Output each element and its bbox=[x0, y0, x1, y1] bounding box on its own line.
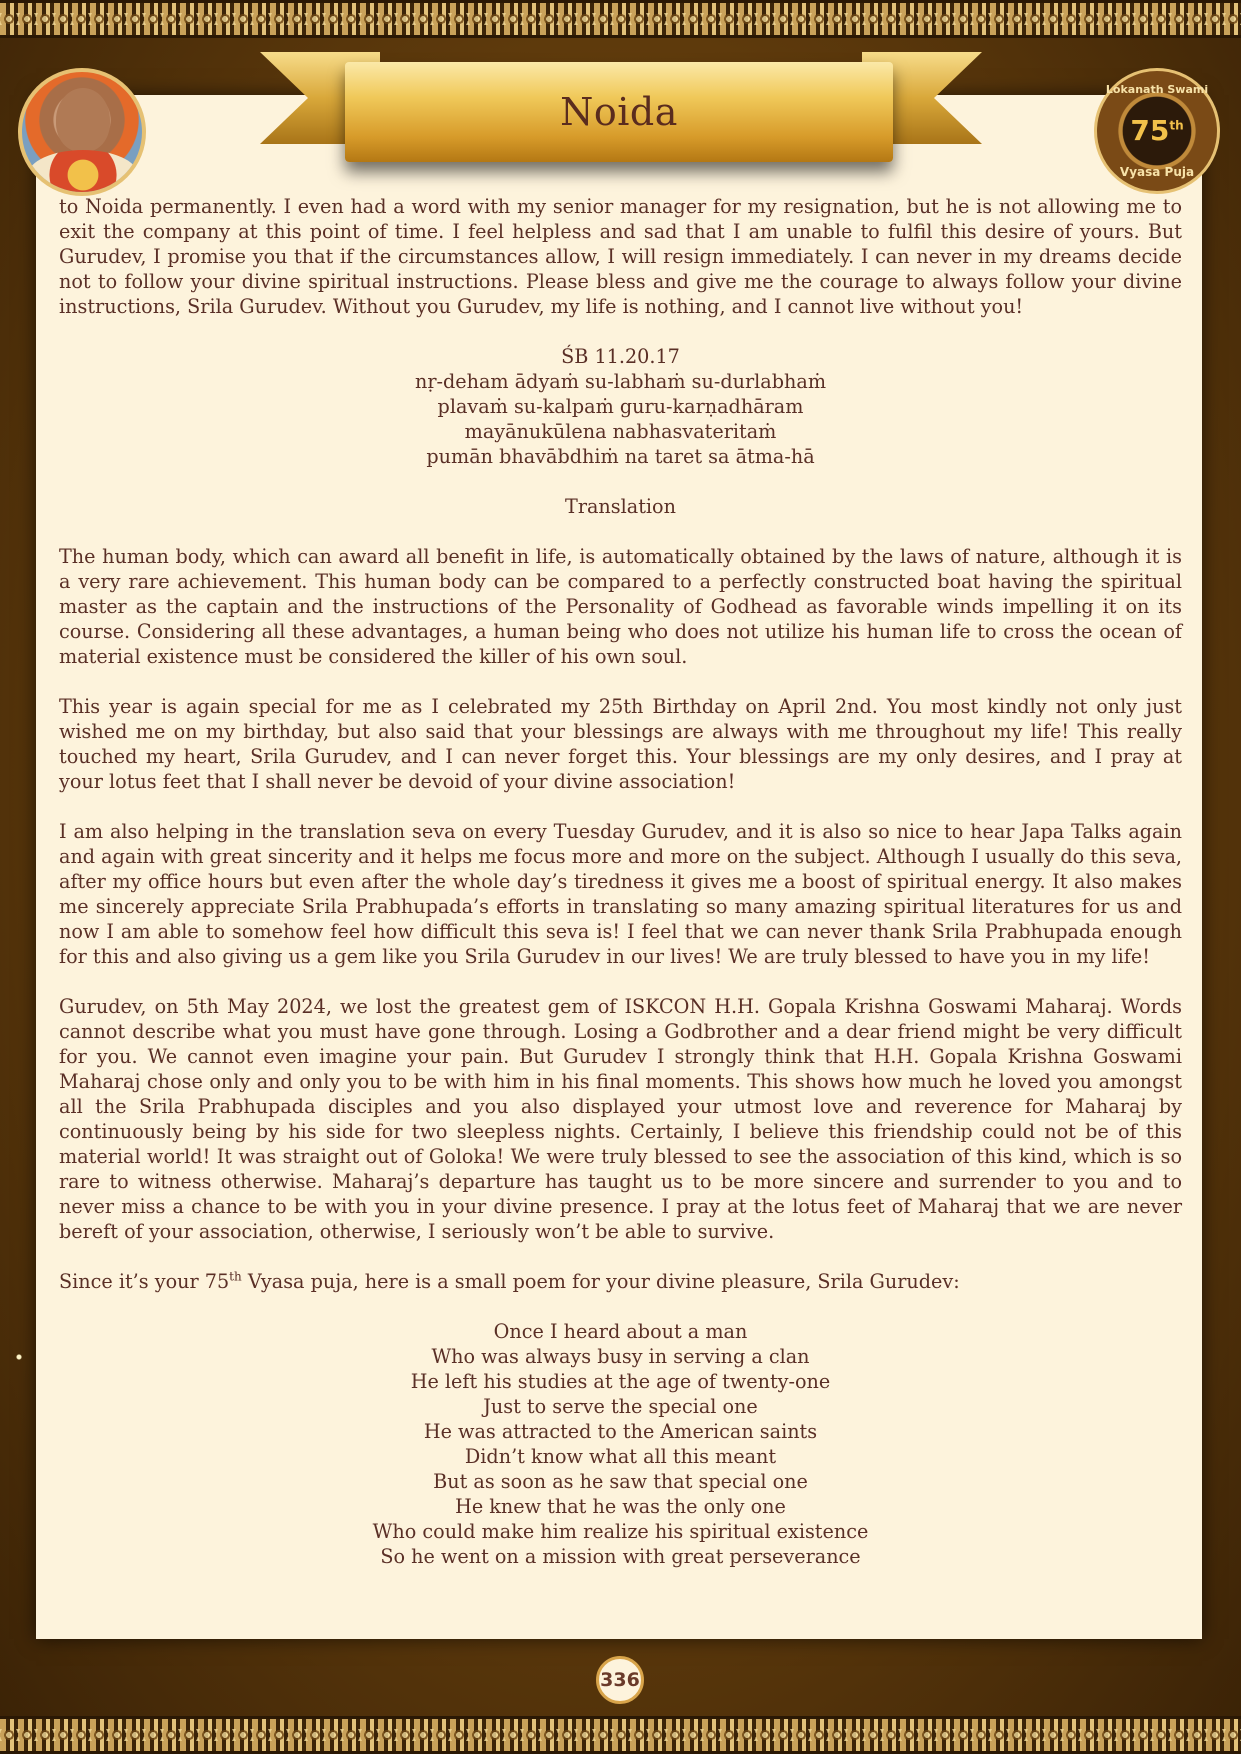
verse-line: nṛ-deham ādyaṁ su-labhaṁ su-durlabhaṁ bbox=[414, 370, 827, 393]
poem-line: So he went on a mission with great perseverance bbox=[380, 1545, 861, 1568]
paragraph-poem-intro bbox=[59, 1269, 1182, 1294]
page-number: 336 bbox=[596, 1656, 644, 1704]
poem-block bbox=[59, 1319, 1182, 1569]
portrait-face bbox=[56, 88, 110, 152]
sparkle-icon bbox=[10, 1348, 28, 1366]
verse-block bbox=[59, 344, 1182, 469]
poem-line: Once I heard about a man bbox=[493, 1320, 748, 1343]
verse-line: pumān bhavābdhiṁ na taret sa ātma-hā bbox=[426, 445, 815, 468]
badge-number bbox=[1130, 114, 1184, 147]
paragraph-seva: I am also helping in the translation seva on every Tuesday Gurudev, and it is also so nice to hear Japa Talks again and again with great sincerity and it helps me focus more and more on the subject. Although I usually do this seva, after my office hours but even after the whole day’s tiredness it gives me a boost of spiritual energy. It also makes me sincerely appreciate Srila Prabhupada’s efforts in translating so many amazing spiritual literatures for us and now I am able to somehow feel how difficult this seva is! I feel that we can never thank Srila Prabhupada enough for this and also giving us a gem like you Srila Gurudev in our lives! We are truly blessed to have you in my life! bbox=[59, 820, 1182, 968]
paragraph-translation: The human body, which can award all benefit in life, is automatically obtained by the laws of nature, although it is a very rare achievement. This human body can be compared to a perfectly constructed boat having the spiritual master as the captain and the instructions of the Personality of Godhead as favorable winds impelling it on its course. Considering all these advantages, a human being who does not utilize his human life to cross the ocean of material existence must be considered the killer of his own soul. bbox=[59, 545, 1182, 668]
verse-line: mayānukūlena nabhasvateritaṁ bbox=[464, 420, 777, 443]
poem-line: He left his studies at the age of twenty-one bbox=[410, 1370, 831, 1393]
poem-line: He was attracted to the American saints bbox=[423, 1420, 818, 1443]
portrait-garland bbox=[28, 150, 138, 196]
article-body bbox=[59, 194, 1182, 1569]
badge-top-text: Lokanath Swami bbox=[1105, 83, 1209, 96]
poem-line: He knew that he was the only one bbox=[455, 1495, 786, 1518]
vyasa-puja-badge-icon bbox=[1094, 68, 1220, 194]
bottom-decorative-border bbox=[0, 1716, 1241, 1754]
badge-bottom-text: Vyasa Puja bbox=[1119, 165, 1195, 179]
guru-portrait-photo bbox=[18, 68, 146, 196]
verse-reference: ŚB 11.20.17 bbox=[561, 345, 680, 368]
poem-intro-text-rest: Vyasa puja, here is a small poem for your divine pleasure, Srila Gurudev: bbox=[241, 1270, 960, 1293]
poem-intro-superscript: th bbox=[229, 1269, 242, 1284]
title-ribbon bbox=[345, 62, 893, 162]
badge-number-suffix: th bbox=[1169, 118, 1184, 133]
translation-heading: Translation bbox=[565, 495, 676, 518]
poem-line: Didn’t know what all this meant bbox=[464, 1445, 777, 1468]
paragraph-intro: to Noida permanently. I even had a word with my senior manager for my resignation, but he is not allowing me to exit the company at this point of time. I feel helpless and sad that I am unable to fulfil this desire of yours. But Gurudev, I promise you that if the circumstances allow, I will resign immediately. I can never in my dreams decide not to follow your divine spiritual instructions. Please bless and give me the courage to always follow your divine instructions, Srila Gurudev. Without you Gurudev, my life is nothing, and I cannot live without you! bbox=[59, 195, 1182, 318]
poem-intro-text: Since it’s your 75 bbox=[59, 1270, 230, 1293]
paragraph-maharaj: Gurudev, on 5th May 2024, we lost the greatest gem of ISKCON H.H. Gopala Krishna Goswami Maharaj. Words cannot describe what you must have gone through. Losing a Godbrother and a dear friend might be very difficult for you. We cannot even imagine your pain. But Gurudev I strongly think that H.H. Gopala Krishna Goswami Maharaj chose only and only you to be with him in his final moments. This shows how much he loved you amongst all the Srila Prabhupada disciples and you also displayed your utmost love and reverence for Maharaj by continuously being by his side for two sleepless nights. Certainly, I believe this friendship could not be of this material world! It was straight out of Goloka! We were truly blessed to see the association of this kind, which is so rare to witness otherwise. Maharaj’s departure has taught us to be more sincere and surrender to you and to never miss a chance to be with you in your divine presence. I pray at the lotus feet of Maharaj that we are never bereft of your association, otherwise, I seriously won’t be able to survive. bbox=[59, 995, 1182, 1243]
paragraph-birthday: This year is again special for me as I celebrated my 25th Birthday on April 2nd. You most kindly not only just wished me on my birthday, but also said that your blessings are always with me throughout my life! This really touched my heart, Srila Gurudev, and I can never forget this. Your blessings are my only desires, and I pray at your lotus feet that I shall never be devoid of your divine association! bbox=[59, 695, 1182, 793]
poem-line: But as soon as he saw that special one bbox=[433, 1470, 808, 1493]
top-decorative-border bbox=[0, 0, 1241, 38]
verse-line: plavaṁ su-kalpaṁ guru-karṇadhāram bbox=[437, 395, 804, 418]
poem-line: Who could make him realize his spiritual existence bbox=[372, 1520, 869, 1543]
poem-line: Who was always busy in serving a clan bbox=[431, 1345, 810, 1368]
badge-number-value: 75 bbox=[1130, 114, 1170, 147]
page-title: Noida bbox=[560, 90, 678, 134]
poem-line: Just to serve the special one bbox=[483, 1395, 758, 1418]
